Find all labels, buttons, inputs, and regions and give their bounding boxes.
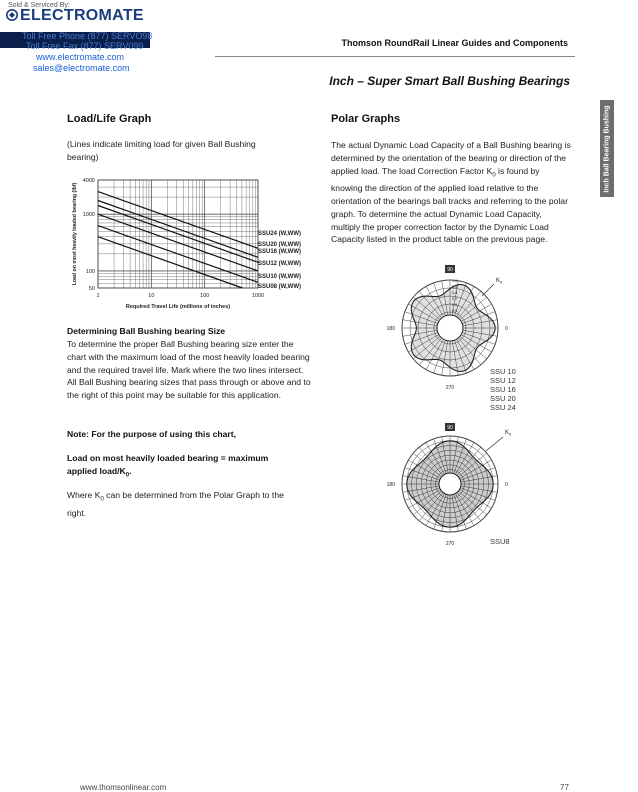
where-text-suffix: can be determined from the Polar Graph to the right. (67, 490, 284, 518)
y-tick-label: 4000 (82, 178, 95, 184)
load-life-chart (70, 172, 280, 312)
polar1-legend-ssu12: SSU 12 (490, 376, 516, 385)
k0-label-sub: 0 (500, 279, 503, 285)
footer-website[interactable]: www.thomsonlinear.com (80, 783, 167, 792)
determining-text: To determine the proper Ball Bushing bearing size enter the chart with the maximum load of the most heavily loaded bearing and the required travel life. Mark where the two lines intersect. All Ball Bushing bearing sizes that pass through or above and to the right of this point may be suitable for this application. (67, 339, 311, 401)
header-divider (215, 56, 575, 57)
polar-text-subscript: 0 (492, 172, 496, 179)
polar-graphs-text (331, 139, 571, 246)
x-tick-label: 1 (96, 293, 100, 299)
x-tick-label: 1000 (251, 293, 265, 299)
electromate-logo-icon (6, 9, 18, 21)
chart-legend-ssu10: SSU10 (W,WW) (258, 274, 301, 280)
polar1-legend (490, 367, 516, 412)
chart-legend-ssu16: SSU16 (W,WW) (258, 249, 301, 255)
angle-label-270: 270 (445, 541, 455, 547)
polar-text-part1: The actual Dynamic Load Capacity of a Ball Bushing bearing is determined by the orientation of the bearing or direction of the applied load. The load Correction Factor K (331, 140, 571, 176)
polar1-legend-ssu16: SSU 16 (490, 385, 516, 394)
side-tab-label: Inch Ball Bearing Bushing (603, 104, 611, 193)
load-formula-suffix: . (129, 465, 132, 476)
page-number: 77 (560, 783, 569, 792)
angle-label-270: 270 (445, 385, 455, 391)
load-formula (67, 452, 297, 482)
sold-by-label: Sold & Serviced By: (8, 2, 70, 9)
polar-scale-label: 0.6 (452, 303, 458, 307)
y-tick-label: 1000 (82, 212, 95, 219)
load-life-heading: Load/Life Graph (67, 113, 152, 125)
y-tick-label: 50 (88, 286, 95, 292)
angle-label-90: 90 (447, 267, 453, 273)
k0-leader-line (486, 437, 503, 451)
polar-scale-label: 0.7 (452, 297, 458, 301)
fax-number: Toll Free Fax (877) SERV099 (26, 41, 144, 51)
x-axis-label: Required Travel Life (millions of inches) (125, 304, 231, 310)
polar-scale-label: 1.0 (452, 279, 458, 283)
chart-intro: (Lines indicate limiting load for given Ball Bushing bearing) (67, 139, 256, 162)
determining-heading: Determining Ball Bushing bearing Size (67, 326, 226, 336)
load-formula-text: Load on most heavily loaded bearing = maximum applied load/K (67, 453, 269, 476)
bearing-bore-circle (439, 473, 461, 495)
where-text-prefix: Where K (67, 490, 101, 500)
where-text-subscript: 0 (100, 496, 104, 503)
angle-label-180: 180 (386, 482, 395, 488)
chart-legend-ssu08: SSU08 (W,WW) (258, 284, 301, 290)
phone-number: Toll Free Phone (877) SERVO98 (22, 31, 153, 41)
company-title: Thomson RoundRail Linear Guides and Components (341, 38, 568, 48)
polar-scale-label: 0.5 (452, 309, 458, 313)
website-link[interactable]: www.electromate.com (36, 52, 125, 62)
k0-label-k: K (496, 278, 501, 284)
bearing-bore-circle (437, 315, 463, 341)
polar2-legend: SSU8 (490, 537, 510, 546)
polar-graphs-heading: Polar Graphs (331, 113, 401, 125)
where-text (67, 489, 302, 519)
angle-label-180: 180 (386, 326, 395, 332)
polar-text-part2: is found by knowing the direction of the applied load relative to the orientation of the bearings ball tracks and referring to the polar graph. To determine the actual Dynamic Load Capacity, multiply the proper correction factor by the Dynamic Load Capacity listed in the product table on the previous page. (331, 165, 568, 245)
k0-leader-line (482, 284, 494, 296)
k0-label-k: K (505, 430, 510, 436)
polar1-legend-ssu10: SSU 10 (490, 367, 516, 376)
note-text: Note: For the purpose of using this chart, (67, 429, 237, 439)
x-tick-label: 100 (200, 293, 210, 299)
k0-label-sub: 0 (509, 431, 512, 437)
brand-name: ELECTROMATE (20, 7, 144, 24)
k0-label (496, 278, 503, 285)
polar-scale-label: 0.8 (452, 291, 458, 295)
polar1-legend-ssu20: SSU 20 (490, 394, 516, 403)
polar1-legend-ssu24: SSU 24 (490, 403, 516, 412)
polar-scale-label: 0.9 (452, 285, 458, 289)
page-title: Inch – Super Smart Ball Bushing Bearings (329, 74, 570, 88)
chart-legend-ssu12: SSU12 (W,WW) (258, 261, 301, 267)
x-tick-label: 10 (148, 293, 155, 299)
angle-label-0: 0 (505, 482, 508, 488)
chart-legend-ssu24: SSU24 (W,WW) (258, 231, 301, 237)
angle-label-90: 90 (447, 425, 453, 431)
k0-label (505, 430, 512, 437)
side-tab[interactable] (600, 100, 614, 197)
angle-label-0: 0 (505, 326, 508, 332)
chart-legend-ssu20: SSU20 (W,WW) (258, 242, 301, 248)
polar-graph-ssu8 (385, 420, 520, 548)
y-axis-label: Load on most heavily loaded bearing (lbf) (72, 182, 78, 286)
y-tick-label: 100 (85, 268, 95, 275)
load-formula-subscript: 0 (125, 472, 130, 479)
email-link[interactable]: sales@electromate.com (33, 63, 130, 73)
